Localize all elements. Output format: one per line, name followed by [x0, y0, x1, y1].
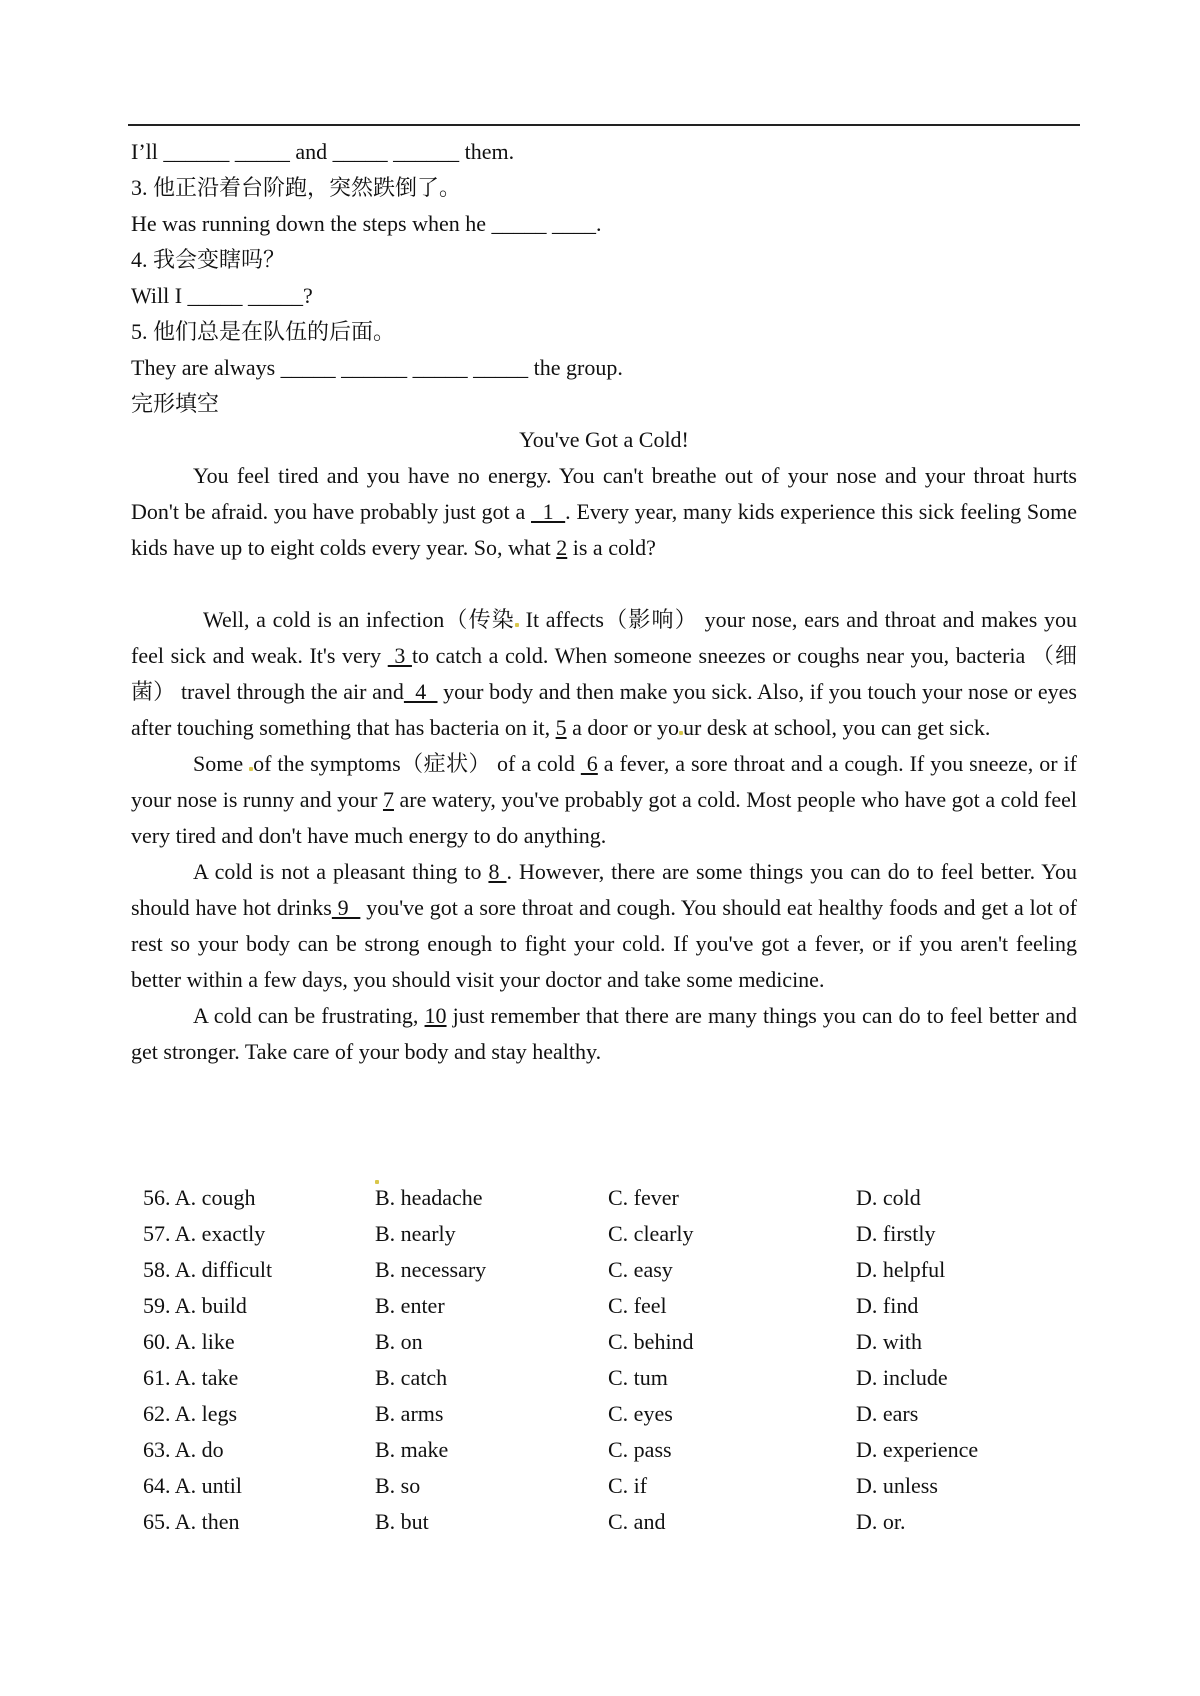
edit-mark: [375, 1180, 379, 1184]
exercise-line: 4. 我会变瞎吗？: [131, 247, 286, 272]
blank-4: 4: [403, 679, 438, 704]
paragraph-1: You feel tired and you have no energy. You can't breathe out of your nose and your throat hurts Don't be afraid. you have probably just got a 1 . Every year, many kids experience this sick feeling Some kids have up to eight colds every year. So, what 2 is a cold?: [131, 463, 1078, 560]
blank-7: 7: [382, 787, 394, 812]
exercise-line: He was running down the steps when he _____ ____.: [131, 211, 602, 236]
blank-10: 10: [424, 1003, 447, 1028]
option-row: 61. A. take B. catch C. tum D. include: [143, 1365, 948, 1390]
exercise-line: I’ll ______ _____ and _____ ______ them.: [131, 139, 515, 164]
option-row: 56. A. cough B. headache C. fever D. cold: [143, 1180, 1063, 1216]
paragraph-2: Well, a cold is an infection（传染 It affects（影响） your nose, ears and throat and makes you feel sick and weak. It's very 3 to catch a cold. When someone sneezes or coughs near you, bacteria （细菌） travel through the air and 4 your body and then make you sick. Also, if you touch your nose or eyes after touching something that has bacteria on it, 5 a door or yo ur desk at school, you can get sick.: [131, 607, 1078, 740]
option-row: 57. A. exactly B. nearly C. clearly D. firstly: [143, 1221, 936, 1246]
paragraph-5: A cold can be frustrating, 10 just remember that there are many things you can do to feel better and get stronger. Take care of your body and stay healthy.: [131, 1003, 1077, 1064]
paragraph-4: A cold is not a pleasant thing to 8 . However, there are some things you can do to feel better. You should have hot drinks 9 you've got a sore throat and cough. You should eat healthy foods and get a lot of rest so your body can be strong enough to fight your cold. If you've got a fever, or if you aren't feeling better within a few days, you should visit your doctor and take some medicine.: [131, 859, 1077, 992]
edit-mark: [515, 623, 519, 627]
option-row: 58. A. difficult B. necessary C. easy D. helpful: [143, 1257, 946, 1282]
blank-9: 9: [331, 895, 361, 920]
blank-6: 6: [580, 751, 598, 776]
blank-1: 1: [531, 499, 566, 524]
answer-options: [143, 1180, 1063, 1540]
option-row: 65. A. then B. but C. and D. or.: [143, 1509, 906, 1534]
header-rule: [128, 124, 1080, 126]
paragraph-3: Some of the symptoms（症状） of a cold 6 a fever, a sore throat and a cough. If you sneeze, or if your nose is runny and your 7 are watery, you've probably got a cold. Most people who have got a cold feel very tired and don't have much energy to do anything.: [131, 751, 1077, 848]
option-row: 60. A. like B. on C. behind D. with: [143, 1329, 922, 1354]
blank-5: 5: [555, 715, 567, 740]
option-row: 64. A. until B. so C. if D. unless: [143, 1473, 938, 1498]
option-row: 63. A. do B. make C. pass D. experience: [143, 1437, 979, 1462]
blank-8: 8: [488, 859, 507, 884]
exercise-line: Will I _____ _____?: [131, 283, 313, 308]
passage-title: You've Got a Cold!: [519, 427, 689, 452]
option-row: 59. A. build B. enter C. feel D. find: [143, 1293, 919, 1318]
blank-2: 2: [556, 535, 568, 560]
section-heading: 完形填空: [131, 391, 220, 416]
option-row: 62. A. legs B. arms C. eyes D. ears: [143, 1401, 919, 1426]
exercise-line: 5. 他们总是在队伍的后面。: [131, 319, 396, 344]
exercise-line: 3. 他正沿着台阶跑，突然跌倒了。: [131, 175, 462, 200]
page-content: [131, 134, 1077, 1070]
blank-3: 3: [387, 643, 412, 668]
exercise-line: They are always _____ ______ _____ _____ the group.: [131, 355, 623, 380]
